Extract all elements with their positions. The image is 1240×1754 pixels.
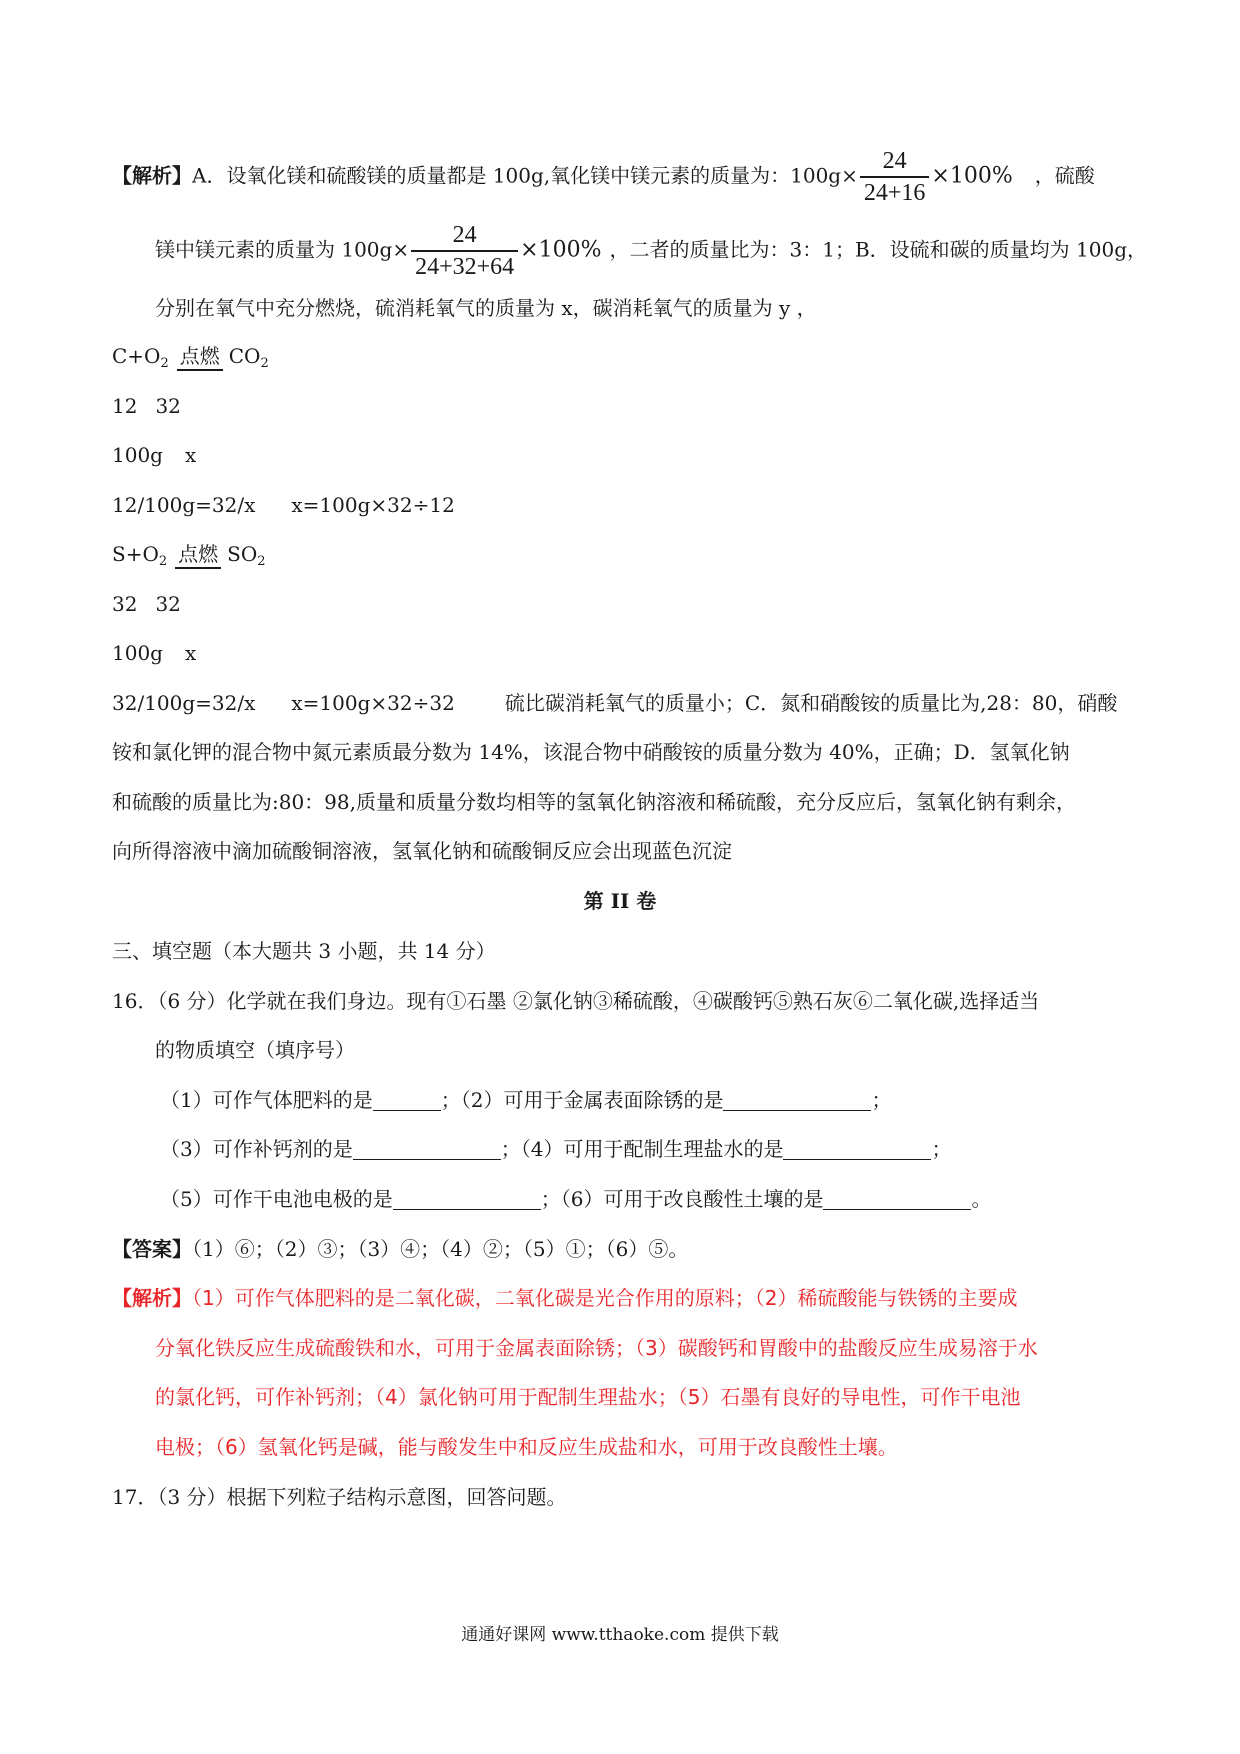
q16-blank-row-2	[160, 1135, 951, 1163]
given-value: 100g	[112, 641, 163, 665]
analysis-line-1	[112, 146, 1095, 208]
mass-value: 32	[155, 592, 181, 616]
answer-blank-2[interactable]	[723, 1090, 871, 1111]
equation-sulfur-masses	[112, 590, 181, 618]
prompt-text: ；	[871, 1088, 892, 1112]
q16-analysis-line-1	[112, 1284, 1017, 1312]
analysis-text: ，硫酸	[1034, 163, 1095, 188]
subscript: 2	[158, 554, 168, 569]
percent-text: ×100%	[520, 237, 602, 263]
given-value: x	[184, 443, 197, 467]
equation-carbon-masses	[112, 392, 181, 420]
reaction-condition: 点燃	[177, 343, 223, 371]
analysis-text: 硫比碳消耗氧气的质量小；C．氮和硝酸铵的质量比为,28：80，硝酸	[504, 691, 1118, 715]
analysis-tag: 【解析】	[112, 1286, 192, 1310]
answer-blank-6[interactable]	[823, 1189, 971, 1210]
prompt-text: ；	[931, 1137, 952, 1161]
fraction-mgo	[860, 146, 930, 208]
mass-value: 12	[112, 394, 138, 418]
prompt-text: 。	[971, 1187, 992, 1211]
q16-blank-row-1	[160, 1086, 891, 1114]
prompt-text: （5）可作干电池电极的是	[160, 1187, 393, 1211]
subscript: 2	[260, 356, 269, 371]
equation-left: C+O	[112, 344, 161, 368]
percent-text: ×100%	[931, 163, 1013, 189]
analysis-line-d1: 和硫酸的质量比为:80：98,质量和质量分数均相等的氢氧化钠溶液和稀硫酸，充分反应后，氢氧化钠有剩余，	[112, 790, 1076, 814]
answer-blank-1[interactable]	[373, 1090, 441, 1111]
ratio-text: 12/100g=32/x	[112, 493, 256, 517]
answer-blank-5[interactable]	[393, 1189, 541, 1210]
equation-right: CO	[228, 344, 261, 368]
analysis-text: ，二者的质量比为：3：1；B．设硫和碳的质量均为 100g，	[609, 237, 1147, 262]
analysis-line-3: 分别在氧气中充分燃烧，硫消耗氧气的质量为 x，碳消耗氧气的质量为 y ，	[155, 296, 817, 320]
equation-right: SO	[227, 542, 258, 566]
analysis-text: （1）可作气体肥料的是二氧化碳，二氧化碳是光合作用的原料；（2）稀硫酸能与铁锈的主要成	[192, 1286, 1018, 1310]
prompt-text: ；（2）可用于金属表面除锈的是	[440, 1088, 724, 1112]
result-text: x=100g×32÷12	[291, 493, 455, 517]
section-title: 第 II 卷	[583, 889, 657, 913]
fraction-numerator: 24	[411, 220, 518, 252]
q16-analysis-line-2: 分氧化铁反应生成硫酸铁和水，可用于金属表面除锈；（3）碳酸钙和胃酸中的盐酸反应生成易溶于水	[155, 1336, 1038, 1360]
equation-sulfur-ratio	[112, 689, 1117, 717]
equation-carbon-ratio	[112, 491, 455, 519]
subscript: 2	[257, 554, 266, 569]
q16-stem-line-1: 16．（6 分）化学就在我们身边。现有①石墨 ②氯化钠③稀硫酸，④碳酸钙⑤熟石灰⑥二氧化碳,选择适当	[112, 989, 1040, 1013]
q16-stem-line-2: 的物质填空（填序号）	[155, 1038, 355, 1062]
fraction-denominator: 24+32+64	[415, 254, 515, 280]
ratio-text: 32/100g=32/x	[112, 691, 256, 715]
mass-value: 32	[112, 592, 138, 616]
q17-stem: 17．（3 分）根据下列粒子结构示意图，回答问题。	[112, 1485, 567, 1509]
prompt-text: ；（4）可用于配制生理盐水的是	[500, 1137, 784, 1161]
analysis-line-2	[155, 220, 1147, 282]
result-text: x=100g×32÷32	[291, 691, 455, 715]
mass-value: 32	[155, 394, 181, 418]
fraction-denominator: 24+16	[863, 180, 926, 206]
section-heading: 三、填空题（本大题共 3 小题，共 14 分）	[112, 939, 496, 963]
prompt-text: （3）可作补钙剂的是	[160, 1137, 353, 1161]
analysis-line-d2: 向所得溶液中滴加硫酸铜溶液，氢氧化钠和硫酸铜反应会出现蓝色沉淀	[112, 839, 732, 863]
q16-blank-row-3	[160, 1185, 991, 1213]
answer-blank-4[interactable]	[783, 1139, 931, 1160]
answer-tag: 【答案】	[112, 1237, 192, 1261]
answer-blank-3[interactable]	[353, 1139, 501, 1160]
q16-analysis-line-4: 电极；（6）氢氧化钙是碱，能与酸发生中和反应生成盐和水，可用于改良酸性土壤。	[155, 1435, 898, 1459]
equation-carbon-given	[112, 441, 196, 469]
fraction-mgso4	[411, 220, 518, 282]
analysis-line-c2: 铵和氯化钾的混合物中氮元素质最分数为 14%，该混合物中硝酸铵的质量分数为 40%，正确；D．氢氧化钠	[112, 740, 1070, 764]
given-value: 100g	[112, 443, 163, 467]
equation-left: S+O	[112, 542, 159, 566]
equation-carbon	[112, 342, 269, 378]
page-footer: 通通好课网 www.tthaoke.com 提供下载	[461, 1625, 779, 1645]
given-value: x	[184, 641, 197, 665]
subscript: 2	[160, 356, 169, 371]
fraction-numerator: 24	[860, 146, 930, 178]
prompt-text: ；（6）可用于改良酸性土壤的是	[540, 1187, 824, 1211]
analysis-text: 镁中镁元素的质量为 100g×	[155, 237, 410, 262]
prompt-text: （1）可作气体肥料的是	[160, 1088, 373, 1112]
q16-analysis-line-3: 的氯化钙，可作补钙剂；（4）氯化钠可用于配制生理盐水；（5）石墨有良好的导电性，可作干电池	[155, 1385, 1021, 1409]
equation-sulfur-given	[112, 639, 196, 667]
equation-sulfur	[112, 540, 266, 576]
reaction-condition: 点燃	[175, 541, 221, 569]
analysis-text: A．设氧化镁和硫酸镁的质量都是 100g,氧化镁中镁元素的质量为：100g×	[192, 163, 858, 188]
q16-answer	[112, 1235, 688, 1263]
answer-text: （1）⑥；（2）③；（3）④；（4）②；（5）①；（6）⑤。	[192, 1237, 689, 1261]
analysis-tag: 【解析】	[112, 163, 192, 188]
